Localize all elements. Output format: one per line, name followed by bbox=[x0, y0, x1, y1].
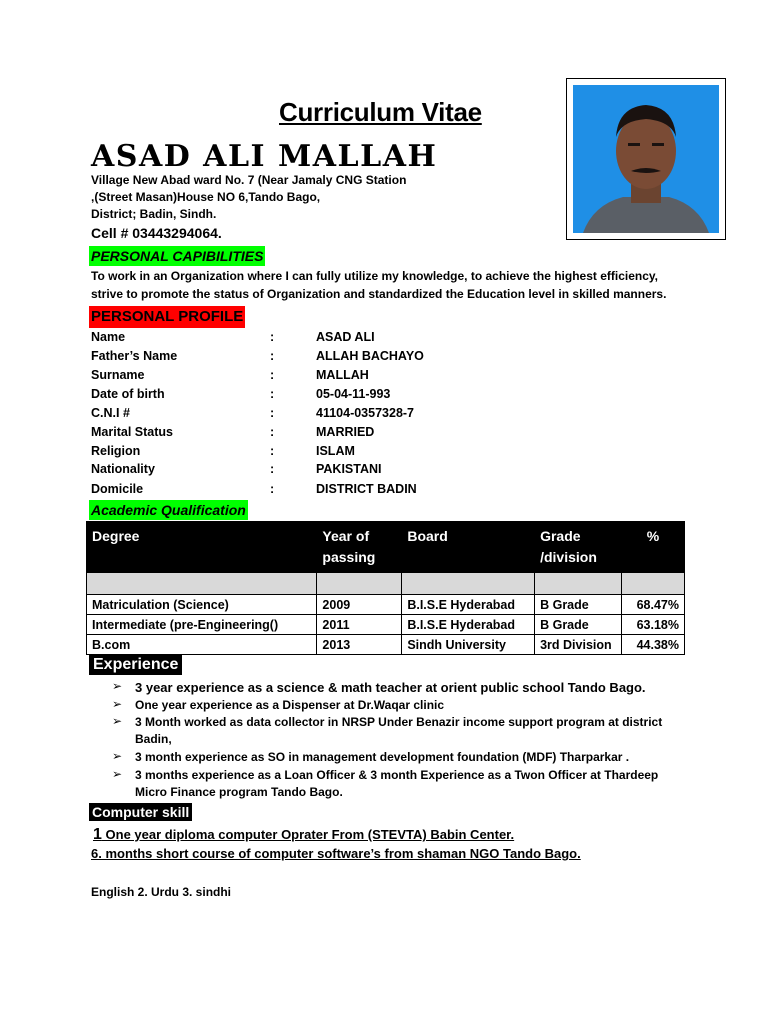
profile-label: Surname bbox=[91, 368, 145, 382]
header-grade: Grade /division bbox=[535, 522, 622, 573]
table-header-row bbox=[87, 522, 685, 573]
profile-value: ISLAM bbox=[316, 444, 355, 458]
cell-degree: Intermediate (pre-Engineering() bbox=[87, 615, 317, 635]
profile-label: Domicile bbox=[91, 482, 144, 496]
capabilities-line-1: To work in an Organization where I can fully utilize my knowledge, to achieve the highest efficiency, bbox=[91, 269, 659, 283]
cell-degree: B.com bbox=[87, 635, 317, 655]
cell-degree: Matriculation (Science) bbox=[87, 595, 317, 615]
profile-label: Nationality bbox=[91, 462, 155, 476]
profile-value: ALLAH BACHAYO bbox=[316, 349, 424, 363]
profile-value: 41104-0357328-7 bbox=[316, 406, 415, 420]
candidate-name: ASAD ALI MALLAH bbox=[91, 139, 438, 174]
header-year: Year of passing bbox=[317, 522, 402, 573]
profile-label: Date of birth bbox=[91, 387, 165, 401]
person-portrait-icon bbox=[573, 85, 719, 233]
table-row bbox=[87, 615, 685, 635]
cell-grade: B Grade bbox=[535, 595, 622, 615]
table-row bbox=[87, 595, 685, 615]
profile-label: Name bbox=[91, 330, 126, 344]
cell-percent: 44.38% bbox=[622, 635, 685, 655]
list-item: 3 month experience as SO in management development foundation (MDF) Tharparkar . bbox=[135, 750, 630, 764]
list-item: 3 Month worked as data collector in NRSP Under Benazir income support program at district Badin, bbox=[135, 715, 663, 746]
list-item: One year experience as a Dispenser at Dr.Waqar clinic bbox=[135, 698, 445, 712]
header-percent: % bbox=[622, 522, 685, 573]
profile-value: MARRIED bbox=[316, 425, 375, 439]
cell-year: 2011 bbox=[317, 615, 402, 635]
profile-value: 05-04-11-993 bbox=[316, 387, 391, 401]
languages-line: English 2. Urdu 3. sindhi bbox=[91, 885, 232, 899]
profile-label: C.N.I # bbox=[91, 406, 130, 420]
bullet-arrow-icon: ➢ bbox=[112, 679, 123, 693]
list-item: 3 year experience as a science & math teacher at orient public school Tando Bago. bbox=[135, 680, 646, 695]
profile-colon: : bbox=[270, 387, 275, 401]
cell-board: Sindh University bbox=[402, 635, 535, 655]
table-spacer-row bbox=[87, 573, 685, 595]
profile-photo bbox=[573, 85, 719, 233]
cell-year: 2013 bbox=[317, 635, 402, 655]
cell-number: Cell # 03443294064. bbox=[91, 225, 222, 241]
address-line-2: ,(Street Masan)House NO 6,Tando Bago, bbox=[91, 190, 321, 204]
profile-colon: : bbox=[270, 444, 275, 458]
cell-board: B.I.S.E Hyderabad bbox=[402, 595, 535, 615]
experience-heading: Experience bbox=[89, 655, 182, 675]
address-line-1: Village New Abad ward No. 7 (Near Jamaly CNG Station bbox=[91, 173, 407, 187]
profile-colon: : bbox=[270, 330, 275, 344]
header-board: Board bbox=[402, 522, 535, 573]
computer-skill-line-2: 6. months short course of computer software’s from shaman NGO Tando Bago. bbox=[91, 846, 581, 861]
profile-value: ASAD ALI bbox=[316, 330, 375, 344]
bullet-arrow-icon: ➢ bbox=[112, 714, 123, 728]
bullet-arrow-icon: ➢ bbox=[112, 767, 123, 781]
table-row bbox=[87, 635, 685, 655]
document-title: Curriculum Vitae bbox=[279, 97, 482, 127]
address-line-3: District; Badin, Sindh. bbox=[91, 207, 217, 221]
capabilities-line-2: strive to promote the status of Organization and standardized the Education level in skilled manners. bbox=[91, 287, 667, 301]
profile-colon: : bbox=[270, 425, 275, 439]
profile-label: Father’s Name bbox=[91, 349, 178, 363]
profile-value: DISTRICT BADIN bbox=[316, 482, 417, 496]
computer-skill-text: One year diploma computer Oprater From (STEVTA) Babin Center. bbox=[101, 827, 515, 842]
cell-year: 2009 bbox=[317, 595, 402, 615]
profile-value: MALLAH bbox=[316, 368, 369, 382]
cell-percent: 68.47% bbox=[622, 595, 685, 615]
cell-percent: 63.18% bbox=[622, 615, 685, 635]
profile-colon: : bbox=[270, 462, 275, 476]
profile-value: PAKISTANI bbox=[316, 462, 382, 476]
capabilities-heading: PERSONAL CAPIBILITIES bbox=[91, 248, 264, 264]
academic-heading: Academic Qualification bbox=[91, 502, 246, 518]
profile-colon: : bbox=[270, 482, 275, 496]
profile-photo-frame bbox=[566, 78, 726, 240]
profile-label: Marital Status bbox=[91, 425, 173, 439]
profile-label: Religion bbox=[91, 444, 141, 458]
bullet-arrow-icon: ➢ bbox=[112, 749, 123, 763]
list-item: 3 months experience as a Loan Officer & 3 month Experience as a Twon Officer at Thardeep Micro Finance program Tando Bago. bbox=[135, 768, 659, 799]
profile-colon: : bbox=[270, 368, 275, 382]
cell-grade: B Grade bbox=[535, 615, 622, 635]
computer-skill-number: 1 bbox=[93, 826, 102, 843]
computer-skill-heading: Computer skill bbox=[89, 803, 192, 821]
profile-colon: : bbox=[270, 406, 275, 420]
academic-table bbox=[86, 521, 685, 655]
bullet-arrow-icon: ➢ bbox=[112, 697, 123, 711]
computer-skill-line-1 bbox=[93, 826, 514, 844]
cell-grade: 3rd Division bbox=[535, 635, 622, 655]
profile-colon: : bbox=[270, 349, 275, 363]
profile-heading: PERSONAL PROFILE bbox=[89, 306, 245, 328]
cell-board: B.I.S.E Hyderabad bbox=[402, 615, 535, 635]
header-degree: Degree bbox=[87, 522, 317, 573]
